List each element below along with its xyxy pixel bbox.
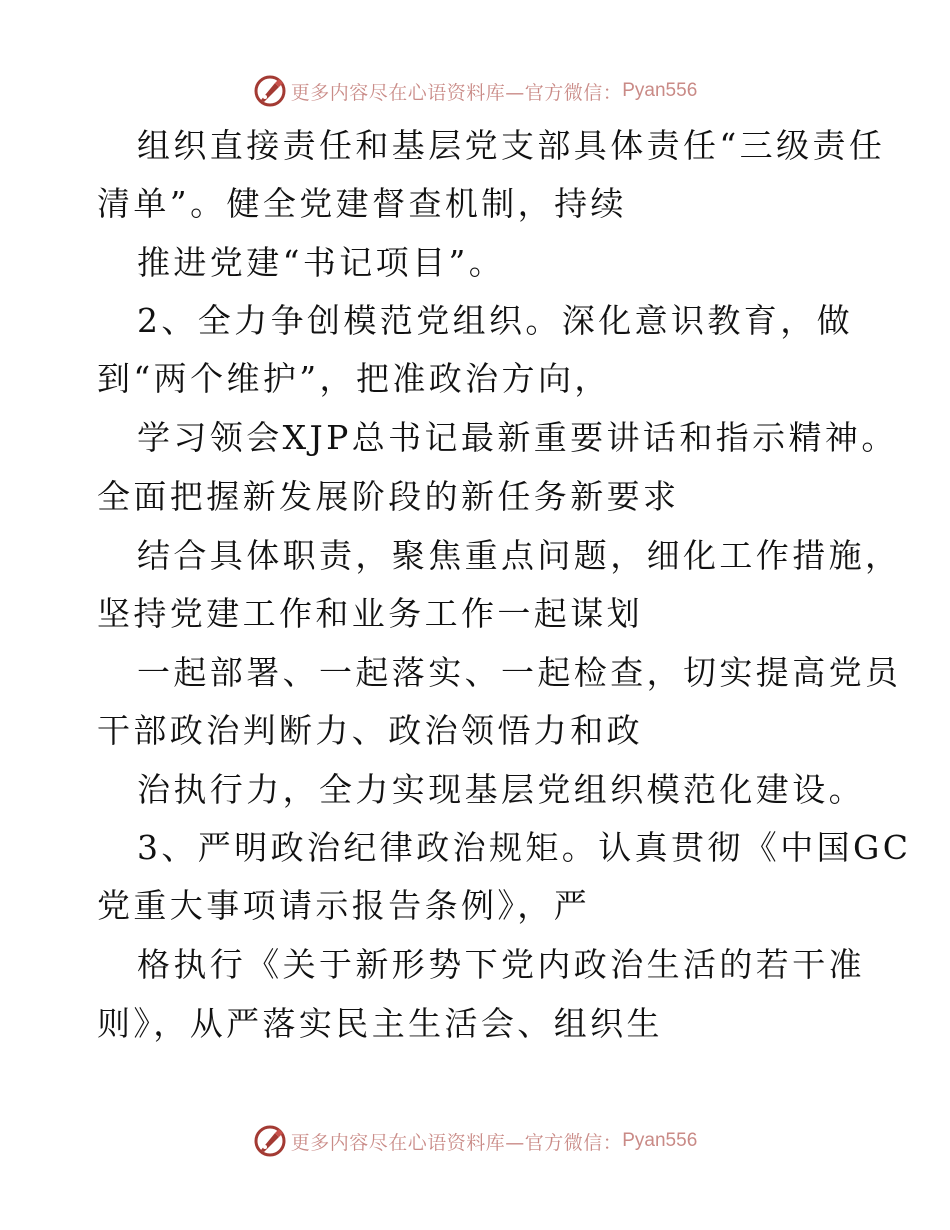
paragraph-line: 全面把握新发展阶段的新任务新要求 xyxy=(97,477,680,516)
footer-watermark xyxy=(0,1121,950,1161)
paragraph-line: 组织直接责任和基层党支部具体责任“三级责任 xyxy=(137,126,886,165)
pen-nib-circle-icon xyxy=(253,1124,287,1158)
watermark-text: 更多内容尽在心语资料库—官方微信： xyxy=(290,1131,623,1154)
paragraph-line: 干部政治判断力、政治领悟力和政 xyxy=(97,711,643,750)
watermark-text: 更多内容尽在心语资料库—官方微信： xyxy=(290,81,623,104)
paragraph-line: 3、严明政治纪律政治规矩。认真贯彻《中国GC xyxy=(137,828,912,867)
paragraph-line: 一起部署、一起落实、一起检查，切实提高党员 xyxy=(137,653,902,692)
paragraph-line: 清单”。健全党建督查机制，持续 xyxy=(97,184,627,223)
watermark-wechat-id: Pyan556 xyxy=(622,80,698,101)
paragraph-line: 2、全力争创模范党组织。深化意识教育，做 xyxy=(137,301,853,340)
paragraph-line: 到“两个维护”，把准政治方向， xyxy=(97,359,611,398)
paragraph-line: 治执行力，全力实现基层党组织模范化建设。 xyxy=(137,770,865,809)
paragraph-line: 坚持党建工作和业务工作一起谋划 xyxy=(97,594,643,633)
paragraph-line: 则》，从严落实民主生活会、组织生 xyxy=(97,1004,663,1043)
watermark-wechat-id: Pyan556 xyxy=(622,1130,698,1151)
paragraph-line: 格执行《关于新形势下党内政治生活的若干准 xyxy=(137,945,865,984)
paragraph-line: 党重大事项请示报告条例》，严 xyxy=(97,886,591,925)
paragraph-line: 学习领会XJP总书记最新重要讲话和指示精神。 xyxy=(137,418,898,457)
paragraph-line: 结合具体职责，聚焦重点问题，细化工作措施， xyxy=(137,536,902,575)
paragraph-line: 推进党建“书记项目”。 xyxy=(137,243,506,282)
